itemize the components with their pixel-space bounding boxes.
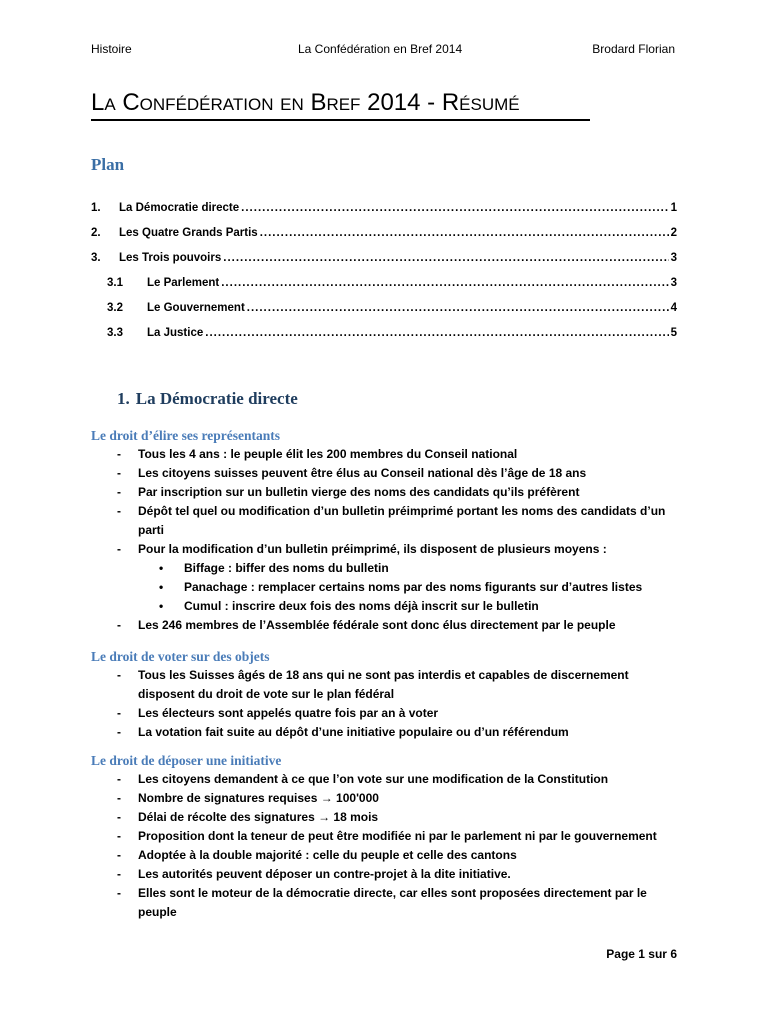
bullet-item: • Panachage : remplacer certains noms par des noms figurants sur d’autres listes (91, 578, 681, 597)
bullet-list (91, 559, 681, 616)
subsection-title: Le droit de voter sur des objets (91, 649, 270, 664)
toc-number: 3.2 (107, 301, 123, 314)
toc-label: Le Gouvernement (147, 301, 245, 314)
subsection-voter (91, 648, 681, 742)
plan-heading: Plan (91, 155, 125, 174)
list-item: - Par inscription sur un bulletin vierge des noms des candidats qu’ils préfèrent (117, 485, 580, 499)
toc-page: 5 (670, 326, 677, 339)
list-item: - Elles sont le moteur de la démocratie directe, car elles sont proposées directement par le peuple (117, 886, 647, 919)
subsection-title: Le droit de déposer une initiative (91, 753, 282, 768)
document-title: La Confédération en Bref 2014 - Résumé (91, 89, 520, 116)
page-header (91, 42, 675, 60)
toc-entry[interactable] (91, 270, 677, 295)
subsection-initiative (91, 752, 681, 922)
list-item: - Nombre de signatures requises → 100'000 (117, 791, 379, 805)
toc-number: 2. (91, 226, 101, 239)
list-item: - Tous les 4 ans : le peuple élit les 200 membres du Conseil national (117, 447, 518, 461)
section-heading (117, 389, 298, 409)
toc-entry[interactable] (91, 220, 677, 245)
list-item: - Délai de récolte des signatures → 18 mois (117, 810, 379, 824)
toc-page: 3 (670, 251, 677, 264)
toc-leader (223, 252, 668, 264)
dash-list (91, 770, 681, 922)
toc-label: Les Quatre Grands Partis (119, 226, 258, 239)
toc-label: Le Parlement (147, 276, 220, 289)
header-author: Brodard Florian (592, 42, 675, 56)
page-number: Page 1 sur 6 (606, 947, 677, 961)
bullet-item: • Cumul : inscrire deux fois des noms déjà inscrit sur le bulletin (91, 597, 681, 616)
toc-leader (241, 202, 668, 214)
list-item: - Les citoyens suisses peuvent être élus au Conseil national dès l’âge de 18 ans (117, 466, 587, 480)
toc-page: 3 (670, 276, 677, 289)
list-item: - Pour la modification d’un bulletin préimprimé, ils disposent de plusieurs moyens : (117, 542, 607, 556)
table-of-contents (91, 195, 677, 345)
list-item: - La votation fait suite au dépôt d’une initiative populaire ou d’un référendum (117, 725, 569, 739)
dash-list (91, 666, 681, 742)
toc-number: 3. (91, 251, 101, 264)
list-item: - Les citoyens demandent à ce que l’on vote sur une modification de la Constitution (117, 772, 609, 786)
toc-page: 2 (670, 226, 677, 239)
list-item: - Dépôt tel quel ou modification d’un bulletin préimprimé portant les noms des candidats d’un parti (117, 504, 666, 537)
header-doc-title: La Confédération en Bref 2014 (298, 42, 463, 56)
dash-list (91, 445, 681, 559)
toc-entry[interactable] (91, 245, 677, 270)
toc-leader (221, 277, 668, 289)
toc-entry[interactable] (91, 195, 677, 220)
list-item: - Les autorités peuvent déposer un contre-projet à la dite initiative. (117, 867, 511, 881)
toc-leader (247, 302, 669, 314)
toc-number: 3.3 (107, 326, 123, 339)
toc-page: 1 (670, 201, 677, 214)
header-subject: Histoire (91, 42, 132, 56)
toc-label: La Démocratie directe (119, 201, 240, 214)
toc-entry[interactable] (91, 320, 677, 345)
list-item: - Les 246 membres de l’Assemblée fédérale sont donc élus directement par le peuple (117, 618, 616, 632)
toc-number: 1. (91, 201, 101, 214)
bullet-item: • Biffage : biffer des noms du bulletin (91, 559, 681, 578)
title-underline (91, 119, 590, 121)
section-title: La Démocratie directe (135, 389, 298, 408)
list-item: - Tous les Suisses âgés de 18 ans qui ne sont pas interdis et capables de discernement disposent du droit de vote sur le plan fédéral (117, 668, 629, 701)
bullet-icon: • (159, 599, 164, 613)
toc-label: La Justice (147, 326, 204, 339)
list-item: - Adoptée à la double majorité : celle du peuple et celle des cantons (117, 848, 517, 862)
toc-entry[interactable] (91, 295, 677, 320)
toc-leader (205, 327, 668, 339)
list-item: - Proposition dont la teneur de peut être modifiée ni par le parlement ni par le gouvernement (117, 829, 657, 843)
bullet-icon: • (159, 580, 164, 594)
dash-list (91, 616, 681, 635)
toc-label: Les Trois pouvoirs (119, 251, 222, 264)
list-item: - Les électeurs sont appelés quatre fois par an à voter (117, 706, 439, 720)
toc-page: 4 (670, 301, 677, 314)
toc-leader (260, 227, 669, 239)
subsection-elire (91, 427, 681, 635)
bullet-icon: • (159, 561, 164, 575)
section-number: 1. (117, 389, 130, 408)
toc-number: 3.1 (107, 276, 123, 289)
subsection-title: Le droit d’élire ses représentants (91, 428, 280, 443)
